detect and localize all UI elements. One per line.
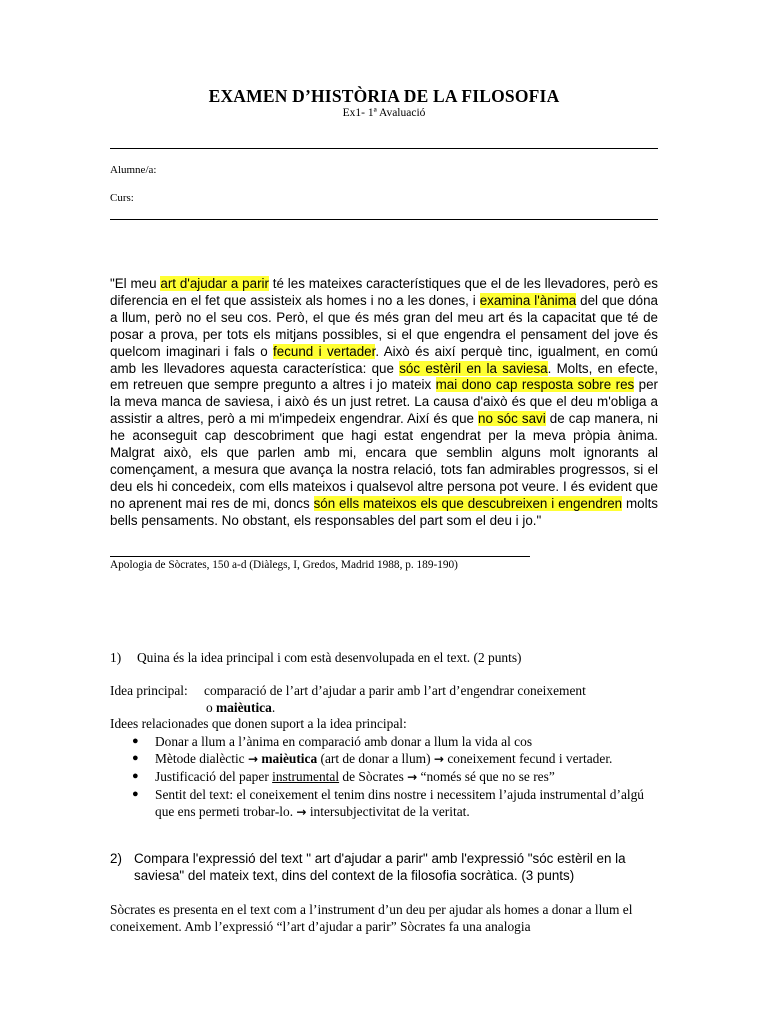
list-item-text: coneixement fecund i vertader. bbox=[443, 751, 613, 766]
bullet-icon: ● bbox=[132, 752, 139, 764]
list-item bbox=[128, 786, 658, 821]
list-item-text: “només sé que no se res” bbox=[417, 769, 555, 784]
arrow-right-icon: → bbox=[296, 805, 307, 819]
bullet-icon: ● bbox=[132, 770, 139, 782]
question-text: Quina és la idea principal i com està desenvolupada en el text. (2 punts) bbox=[137, 650, 522, 665]
bullet-icon: ● bbox=[132, 788, 139, 800]
instrumental-term: instrumental bbox=[272, 769, 340, 784]
course-field-label: Curs: bbox=[110, 192, 134, 204]
quote-highlight: fecund i vertader bbox=[273, 343, 376, 359]
main-idea-text: . bbox=[271, 700, 276, 715]
list-item bbox=[128, 768, 658, 786]
list-item-text: intersubjectivitat de la veritat. bbox=[306, 804, 470, 819]
quote-text: "El meu bbox=[110, 276, 161, 291]
exam-title: EXAMEN D’HISTÒRIA DE LA FILOSOFIA bbox=[208, 86, 560, 106]
arrow-right-icon: → bbox=[433, 752, 444, 766]
list-item-text: Justificació del paper bbox=[155, 769, 273, 784]
main-idea-label: Idea principal: bbox=[110, 683, 188, 698]
list-item-text: de Sòcrates bbox=[339, 769, 408, 784]
main-idea bbox=[110, 682, 670, 716]
quote-source: Apologia de Sòcrates, 150 a-d (Diàlegs, I, Gredos, Madrid 1988, p. 189-190) bbox=[110, 559, 458, 571]
question-2 bbox=[110, 850, 658, 884]
quote-text: per la meva manca de saviesa, i això és un just retret. La causa d'això és que el deu m'obliga a assistir a altres, però a mi m'impedeix engendrar. Així és que bbox=[110, 377, 659, 427]
question-number: 2) bbox=[110, 851, 122, 866]
main-idea-text: comparació de l’art d’ajudar a parir amb l’art d’engendrar coneixement bbox=[204, 683, 586, 698]
main-idea-text: o bbox=[206, 700, 217, 715]
bullet-icon: ● bbox=[132, 735, 139, 747]
related-ideas-list bbox=[128, 733, 658, 821]
list-item-text: Donar a llum a l’ànima en comparació amb donar a llum la vida al cos bbox=[155, 734, 533, 749]
quote-highlight: no sóc savi bbox=[478, 411, 546, 427]
list-item-text: Mètode dialèctic bbox=[155, 751, 248, 766]
quote-text: de cap manera, ni he aconseguit cap descobriment que hagi estat engendrat per la meva pròpia ànima. Malgrat això, els que parlen amb mi, encara que semblin alguns molt ignorants al començament, a mesura que avança la nostra relació, tots fan admirables progressos, si el deu els hi concedeix, com ells mateixos i qualsevol altre persona pot veure. I és evident que no aprenent mai res de mi, doncs bbox=[110, 411, 658, 511]
quote-highlight: art d'ajudar a parir bbox=[160, 276, 269, 291]
quote-highlight: són ells mateixos els que descubreixen i engendren bbox=[313, 495, 623, 511]
list-item-text: (art de donar a llum) bbox=[317, 751, 434, 766]
quote-text: . Això és així perquè tinc, igualment, en comú amb les llevadores aquesta característica: que bbox=[110, 343, 658, 376]
exam-subtitle: Ex1- 1ª Avaluació bbox=[342, 107, 426, 119]
header-divider-bottom bbox=[110, 219, 658, 220]
related-ideas-label: Idees relacionades que donen suport a la idea principal: bbox=[110, 716, 407, 731]
list-item-text: Sentit del text: el coneixement el tenim dins nostre i necessitem l’ajuda instrumental d’algú que ens permeti trobar-lo. bbox=[155, 787, 645, 819]
maieutica-term: maièutica bbox=[216, 700, 272, 715]
quote-highlight: examina l'ànima bbox=[479, 292, 577, 308]
list-item bbox=[128, 750, 658, 768]
quote-text: molts bells pensaments. No obstant, els responsables del part som el deu i jo." bbox=[110, 495, 658, 528]
question-text: Compara l'expressió del text " art d'ajudar a parir" amb l'expressió "sóc estèril en la saviesa" del mateix text, dins del context de la filosofia socràtica. (3 punts) bbox=[134, 851, 626, 883]
quote-text: del que dóna a llum, però no el seu cos. Però, el que és més gran del meu art és la capacitat que té de posar a prova, per tots els mitjans possibles, si el que engendra el pensament del jove és quelcom imaginari i fals o bbox=[110, 292, 658, 359]
source-divider bbox=[110, 556, 530, 557]
question-number: 1) bbox=[110, 650, 122, 665]
quote-highlight: sóc estèril en la saviesa bbox=[399, 360, 548, 376]
socrates-quote bbox=[110, 276, 658, 530]
quote-highlight: mai dono cap resposta sobre res bbox=[435, 377, 635, 393]
question-1 bbox=[110, 649, 521, 666]
maieutica-term: maièutica bbox=[261, 751, 318, 766]
quote-text: té les mateixes característiques que el de les llevadores, però es diferencia en el fet que assisteix als homes i no a les dones, i bbox=[110, 276, 658, 308]
header-divider-top bbox=[110, 148, 658, 149]
arrow-right-icon: → bbox=[247, 752, 259, 766]
quote-text: . Molts, en efecte, em retreuen que sempre pregunto a altres i jo mateix bbox=[110, 360, 658, 393]
student-field-label: Alumne/a: bbox=[110, 164, 157, 176]
arrow-right-icon: → bbox=[407, 770, 418, 784]
list-item bbox=[128, 733, 658, 750]
answer-paragraph: Sòcrates es presenta en el text com a l’instrument d’un deu per ajudar als homes a donar a llum el coneixement. Amb l’expressió “l’art d’ajudar a parir” Sòcrates fa una analogia bbox=[110, 902, 633, 934]
